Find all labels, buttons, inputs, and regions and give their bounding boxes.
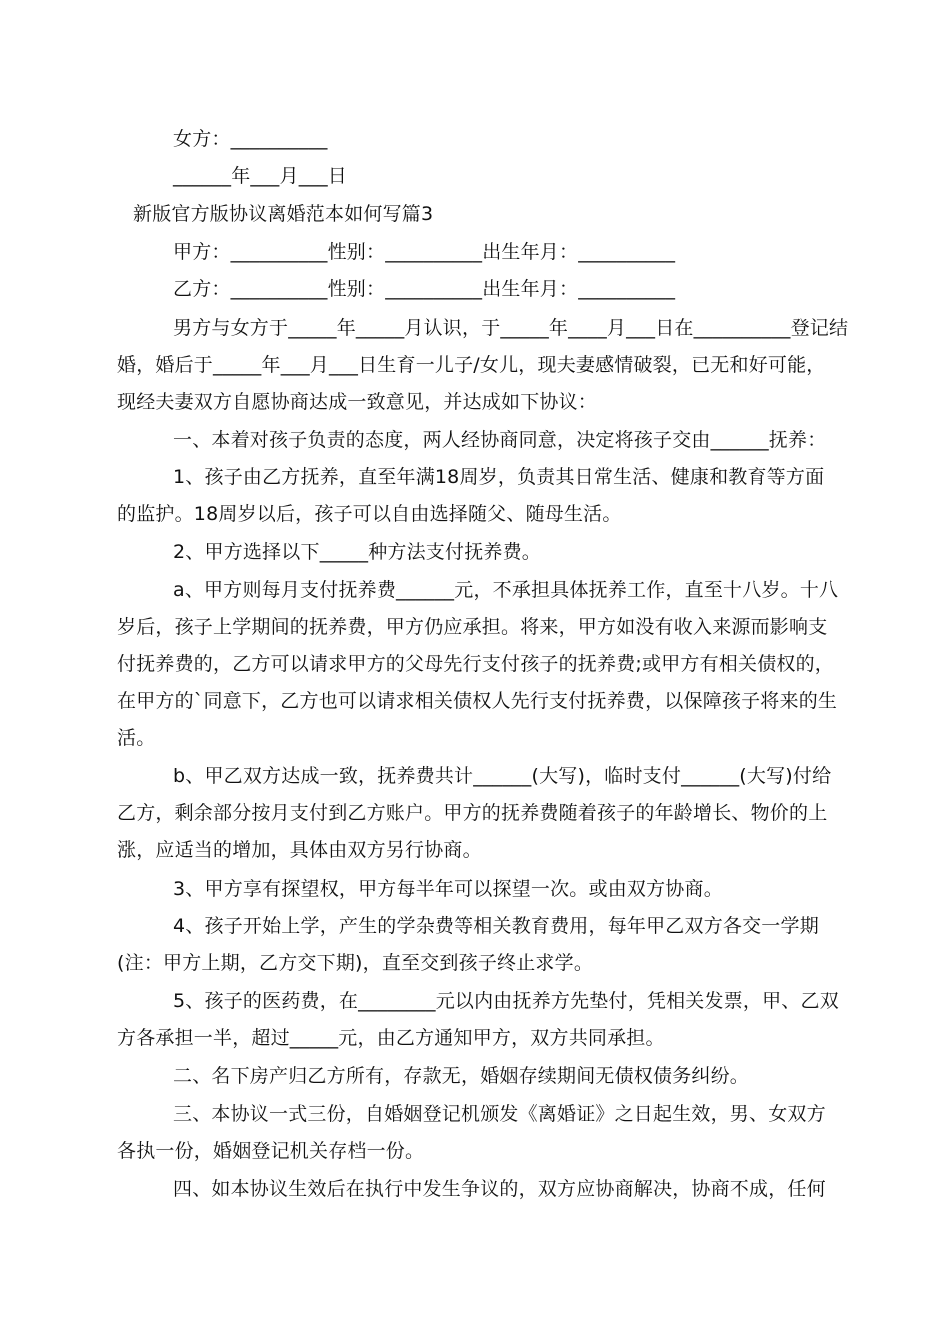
female-party-line: 女方：__________ xyxy=(173,128,328,150)
clause-two-line: 二、名下房产归乙方所有，存款无，婚姻存续期间无债权债务纠纷。 xyxy=(173,1065,750,1087)
paragraph-line: 男方与女方于_____年_____月认识，于_____年____月___日在__________登记结 xyxy=(173,317,849,339)
clause-line: 5、孩子的医药费，在________元以内由抚养方先垫付，凭相关发票，甲、乙双 xyxy=(173,990,839,1012)
paragraph-line: 婚，婚后于_____年___月___日生育一儿子/女儿，现夫妻感情破裂，已无和好可能， xyxy=(117,354,826,376)
clause-four-line: 四、如本协议生效后在执行中发生争议的，双方应协商解决，协商不成，任何 xyxy=(173,1178,826,1200)
clause-line: 各执一份，婚姻登记机关存档一份。 xyxy=(117,1140,425,1162)
clause-line: 方各承担一半，超过_____元，由乙方通知甲方，双方共同承担。 xyxy=(117,1027,665,1049)
clause-line: 乙方，剩余部分按月支付到乙方账户。甲方的抚养费随着孩子的年龄增长、物价的上 xyxy=(117,802,828,824)
clause-line: 的监护。18周岁以后，孩子可以自由选择随父、随母生活。 xyxy=(117,503,622,525)
clause-line: 2、甲方选择以下_____种方法支付抚养费。 xyxy=(173,541,541,563)
clause-line: b、甲乙双方达成一致，抚养费共计______(大写)，临时支付______(大写)付给 xyxy=(173,765,832,787)
clause-line: a、甲方则每月支付抚养费______元，不承担具体抚养工作，直至十八岁。十八 xyxy=(173,579,839,601)
date-line: ______年___月___日 xyxy=(173,165,348,187)
clause-line: (注：甲方上期，乙方交下期)，直至交到孩子终止求学。 xyxy=(117,952,594,974)
clause-line: 活。 xyxy=(117,727,156,749)
clause-line: 在甲方的`同意下，乙方也可以请求相关债权人先行支付抚养费，以保障孩子将来的生 xyxy=(117,690,838,712)
section-heading: 新版官方版协议离婚范本如何写篇3 xyxy=(133,203,434,225)
clause-line: 1、孩子由乙方抚养，直至年满18周岁，负责其日常生活、健康和教育等方面 xyxy=(173,466,825,488)
clause-one-line: 一、本着对孩子负责的态度，两人经协商同意，决定将孩子交由______抚养： xyxy=(173,429,827,451)
clause-line: 4、孩子开始上学，产生的学杂费等相关教育费用，每年甲乙双方各交一学期 xyxy=(173,915,819,937)
party-b-line: 乙方：__________性别：__________出生年月：__________ xyxy=(173,278,676,300)
paragraph-line: 现经夫妻双方自愿协商达成一致意见，并达成如下协议： xyxy=(117,391,598,413)
clause-three-line: 三、本协议一式三份，自婚姻登记机颁发《离婚证》之日起生效，男、女双方 xyxy=(173,1103,826,1125)
clause-line: 岁后，孩子上学期间的抚养费，甲方仍应承担。将来，甲方如没有收入来源而影响支 xyxy=(117,616,828,638)
party-a-line: 甲方：__________性别：__________出生年月：__________ xyxy=(173,241,676,263)
clause-line: 付抚养费的，乙方可以请求甲方的父母先行支付孩子的抚养费;或甲方有相关债权的， xyxy=(117,653,835,675)
clause-line: 3、甲方享有探望权，甲方每半年可以探望一次。或由双方协商。 xyxy=(173,878,723,900)
clause-line: 涨，应适当的增加，具体由双方另行协商。 xyxy=(117,839,482,861)
